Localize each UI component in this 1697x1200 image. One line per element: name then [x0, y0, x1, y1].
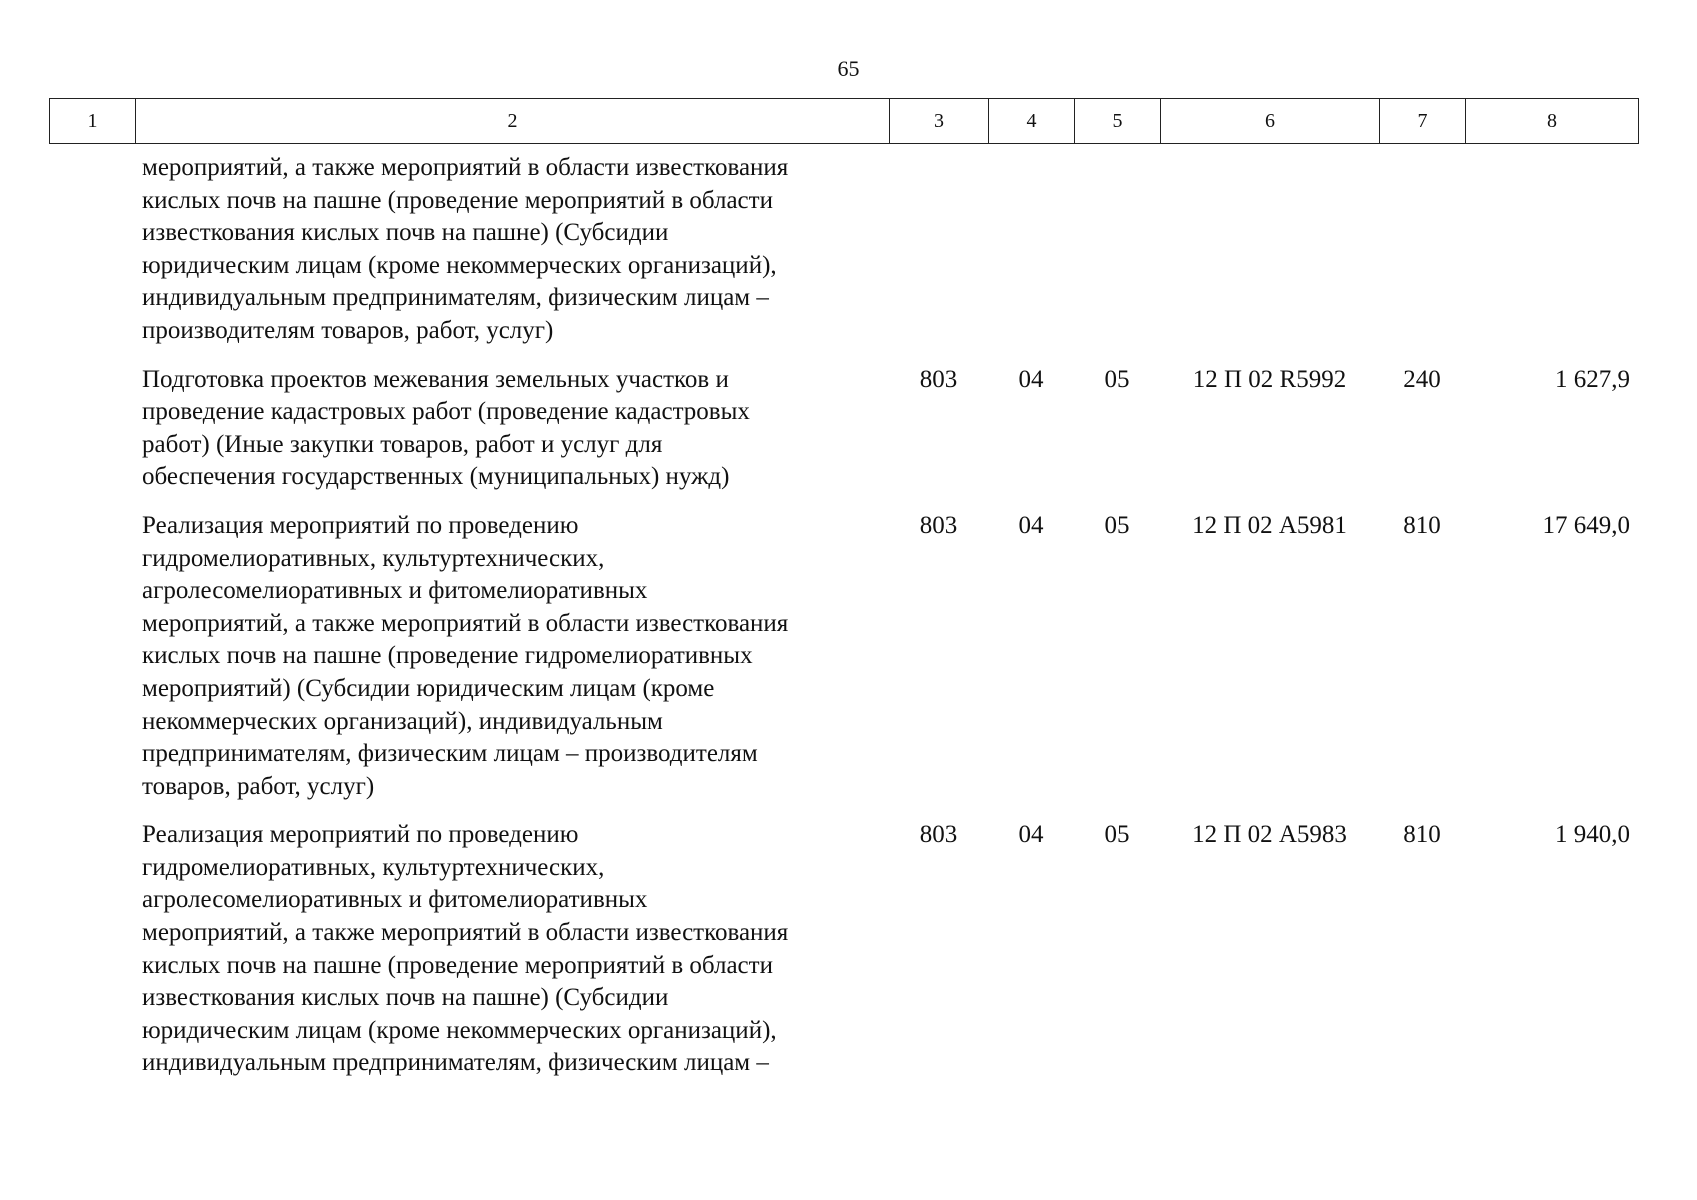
description-line: известкования кислых почв на пашне) (Субсидии: [142, 219, 669, 247]
ministry-code-cell: 803: [919, 365, 958, 393]
description-line: работ) (Иные закупки товаров, работ и услуг для: [142, 430, 663, 458]
target-article-cell: 12 П 02 А5981: [1192, 511, 1347, 539]
description-line: мероприятий, а также мероприятий в области известкования: [142, 154, 789, 181]
amount-cell: 1 940,0: [1555, 821, 1630, 849]
target-article-cell: 12 П 02 R5992: [1192, 365, 1347, 393]
description-line: гидромелиоративных, культуртехнических,: [142, 544, 605, 572]
table-row: [49, 152, 1638, 348]
column-header-7: 7: [1380, 99, 1466, 144]
description-line: товаров, работ, услуг): [142, 772, 375, 800]
column-header-2: 2: [136, 99, 890, 144]
description-cell: [135, 364, 889, 494]
budget-table-body: [49, 152, 1638, 1080]
subsection-code-cell: 05: [1104, 511, 1130, 539]
ministry-code-cell: 803: [919, 511, 958, 539]
description-cell: [135, 152, 889, 348]
description-line: кислых почв на пашне (проведение мероприятий в области: [142, 186, 773, 214]
description-line: юридическим лицам (кроме некоммерческих организаций),: [142, 251, 777, 279]
description-line: обеспечения государственных (муниципальных) нужд): [142, 463, 730, 491]
section-code-cell: 04: [1018, 365, 1044, 393]
description-line: индивидуальным предпринимателям, физическим лицам –: [142, 284, 769, 312]
table-row: [49, 819, 1638, 1080]
description-line: известкования кислых почв на пашне) (Субсидии: [142, 984, 669, 1012]
description-line: мероприятий, а также мероприятий в области известкования: [142, 609, 789, 637]
section-code-cell: 04: [1018, 821, 1044, 849]
column-header-1: 1: [50, 99, 136, 144]
description-line: мероприятий) (Субсидии юридическим лицам (кроме: [142, 674, 715, 702]
column-header-row: [50, 99, 1639, 144]
subsection-code-cell: 05: [1104, 821, 1130, 849]
amount-cell: 17 649,0: [1542, 511, 1630, 539]
table-row: [49, 510, 1638, 803]
description-line: Подготовка проектов межевания земельных участков и: [142, 365, 729, 393]
description-line: юридическим лицам (кроме некоммерческих организаций),: [142, 1016, 777, 1044]
column-header-4: 4: [989, 99, 1075, 144]
description-line: кислых почв на пашне (проведение мероприятий в области: [142, 951, 773, 979]
description-cell: [135, 819, 889, 1080]
description-cell: [135, 510, 889, 803]
description-line: агролесомелиоративных и фитомелиоративных: [142, 577, 648, 605]
section-code-cell: 04: [1018, 511, 1044, 539]
column-header-3: 3: [890, 99, 989, 144]
description-line: мероприятий, а также мероприятий в области известкования: [142, 919, 789, 947]
subsection-code-cell: 05: [1104, 365, 1130, 393]
table-row: [49, 364, 1638, 494]
column-header-6: 6: [1161, 99, 1380, 144]
description-line: некоммерческих организаций), индивидуальным: [142, 707, 663, 735]
amount-cell: 1 627,9: [1555, 365, 1630, 393]
description-line: кислых почв на пашне (проведение гидромелиоративных: [142, 642, 753, 670]
expense-type-cell: 810: [1403, 511, 1441, 539]
description-line: Реализация мероприятий по проведению: [142, 821, 579, 849]
column-header-5: 5: [1075, 99, 1161, 144]
description-line: гидромелиоративных, культуртехнических,: [142, 853, 605, 881]
description-line: проведение кадастровых работ (проведение кадастровых: [142, 398, 750, 426]
description-line: агролесомелиоративных и фитомелиоративных: [142, 886, 648, 914]
description-line: Реализация мероприятий по проведению: [142, 511, 579, 539]
description-line: индивидуальным предпринимателям, физическим лицам –: [142, 1049, 769, 1077]
description-line: предпринимателям, физическим лицам – производителям: [142, 740, 758, 768]
column-header-table: [49, 98, 1639, 144]
description-line: производителям товаров, работ, услуг): [142, 316, 554, 344]
ministry-code-cell: 803: [919, 821, 958, 849]
expense-type-cell: 240: [1403, 365, 1441, 393]
column-header-8: 8: [1466, 99, 1639, 144]
target-article-cell: 12 П 02 А5983: [1192, 821, 1347, 849]
page-number: 65: [837, 56, 860, 81]
expense-type-cell: 810: [1403, 821, 1441, 849]
